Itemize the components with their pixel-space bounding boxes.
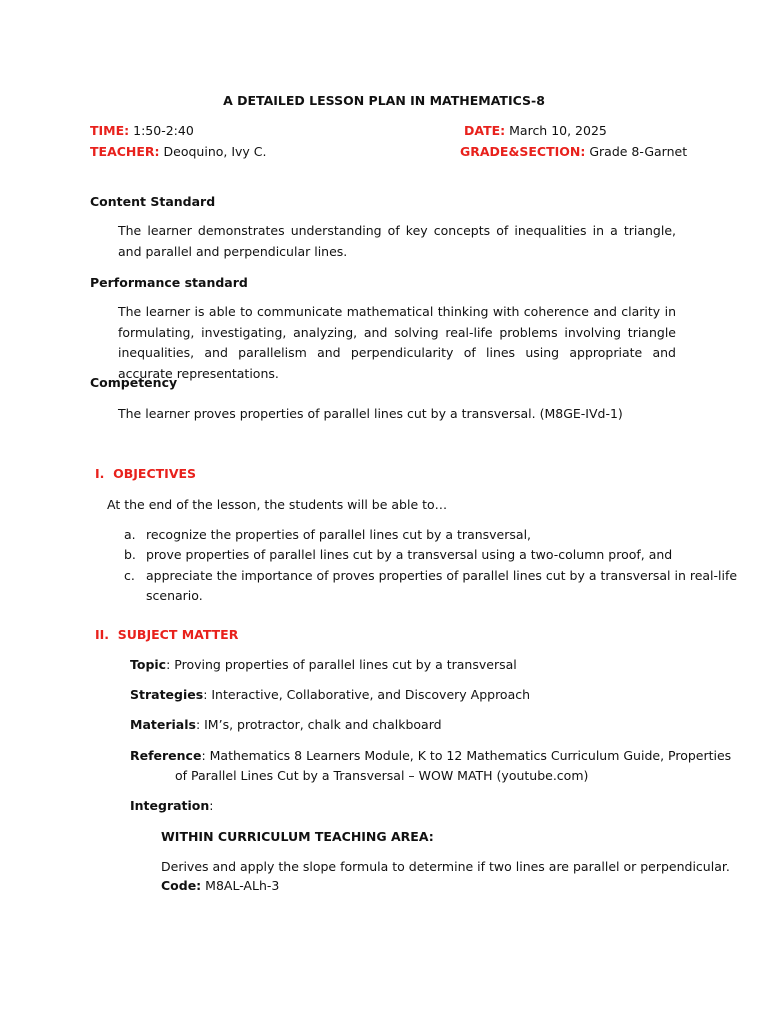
within-curriculum-heading: WITHIN CURRICULUM TEACHING AREA:	[161, 829, 434, 844]
reference-value: : Mathematics 8 Learners Module, K to 12 Mathematics Curriculum Guide, Properties	[201, 748, 732, 763]
performance-standard-heading: Performance standard	[90, 275, 248, 290]
subject-matter-heading	[95, 629, 238, 642]
competency-heading: Competency	[90, 375, 178, 390]
topic-line	[130, 659, 517, 672]
list-item-text: appreciate the importance of proves properties of parallel lines cut by a transversal in real-life	[146, 568, 738, 583]
list-marker: b.	[124, 547, 136, 562]
list-item-text: recognize the properties of parallel lines cut by a transversal,	[146, 527, 532, 542]
grade-section-label: GRADE&SECTION:	[460, 144, 586, 159]
competency-text: The learner proves properties of parallel lines cut by a transversal. (M8GE-IVd-1)	[118, 406, 623, 421]
strategies-value: : Interactive, Collaborative, and Discovery Approach	[203, 687, 531, 702]
within-curriculum-text: Derives and apply the slope formula to determine if two lines are parallel or perpendicular.	[161, 859, 730, 874]
objectives-intro: At the end of the lesson, the students will be able to…	[107, 497, 448, 512]
list-marker: c.	[124, 568, 135, 583]
list-item-text-continued: scenario.	[146, 588, 203, 603]
code-label: Code:	[161, 878, 202, 893]
teacher-label: TEACHER:	[90, 144, 160, 159]
content-standard-text: The learner demonstrates understanding of key concepts of inequalities in a triangle, and parallel and perpendicular lines.	[118, 223, 676, 259]
reference-label: Reference	[130, 748, 202, 763]
reference-line	[130, 750, 731, 763]
topic-label: Topic	[130, 657, 167, 672]
integration-colon: :	[209, 798, 214, 813]
list-marker: a.	[124, 527, 136, 542]
integration-label: Integration	[130, 798, 210, 813]
time-value: 1:50-2:40	[129, 123, 194, 138]
date-label: DATE:	[464, 123, 506, 138]
integration-line	[130, 800, 214, 813]
subject-matter-heading-text: SUBJECT MATTER	[117, 627, 239, 642]
content-standard-heading: Content Standard	[90, 194, 216, 209]
strategies-label: Strategies	[130, 687, 204, 702]
reference-value-continued: of Parallel Lines Cut by a Transversal – WOW MATH (youtube.com)	[175, 768, 589, 783]
date-value: March 10, 2025	[505, 123, 607, 138]
time-field	[90, 125, 194, 138]
grade-section-field	[460, 146, 687, 159]
code-line	[161, 880, 279, 893]
performance-standard-text: The learner is able to communicate mathematical thinking with coherence and clarity in formulating, investigating, analyzing, and solving real-life problems involving triangle inequalities, and parallelism and perpendicularity of lines using appropriate and accurate representations.	[118, 304, 676, 381]
objectives-number: I.	[95, 466, 105, 481]
materials-value: : IM’s, protractor, chalk and chalkboard	[195, 717, 442, 732]
materials-label: Materials	[130, 717, 196, 732]
page-title: A DETAILED LESSON PLAN IN MATHEMATICS-8	[223, 93, 545, 108]
topic-value: : Proving properties of parallel lines cut by a transversal	[166, 657, 517, 672]
materials-line	[130, 719, 442, 732]
objectives-heading	[95, 468, 196, 481]
grade-section-value: Grade 8-Garnet	[585, 144, 688, 159]
list-item	[124, 549, 136, 562]
teacher-value: Deoquino, Ivy C.	[159, 144, 267, 159]
strategies-line	[130, 689, 530, 702]
list-item	[124, 570, 135, 583]
teacher-field	[90, 146, 267, 159]
list-item	[124, 529, 136, 542]
code-value: M8AL-ALh-3	[201, 878, 280, 893]
date-field	[464, 125, 607, 138]
subject-matter-number: II.	[95, 627, 110, 642]
list-item-text: prove properties of parallel lines cut by a transversal using a two-column proof, and	[146, 547, 673, 562]
objectives-heading-text: OBJECTIVES	[113, 466, 197, 481]
time-label: TIME:	[90, 123, 130, 138]
